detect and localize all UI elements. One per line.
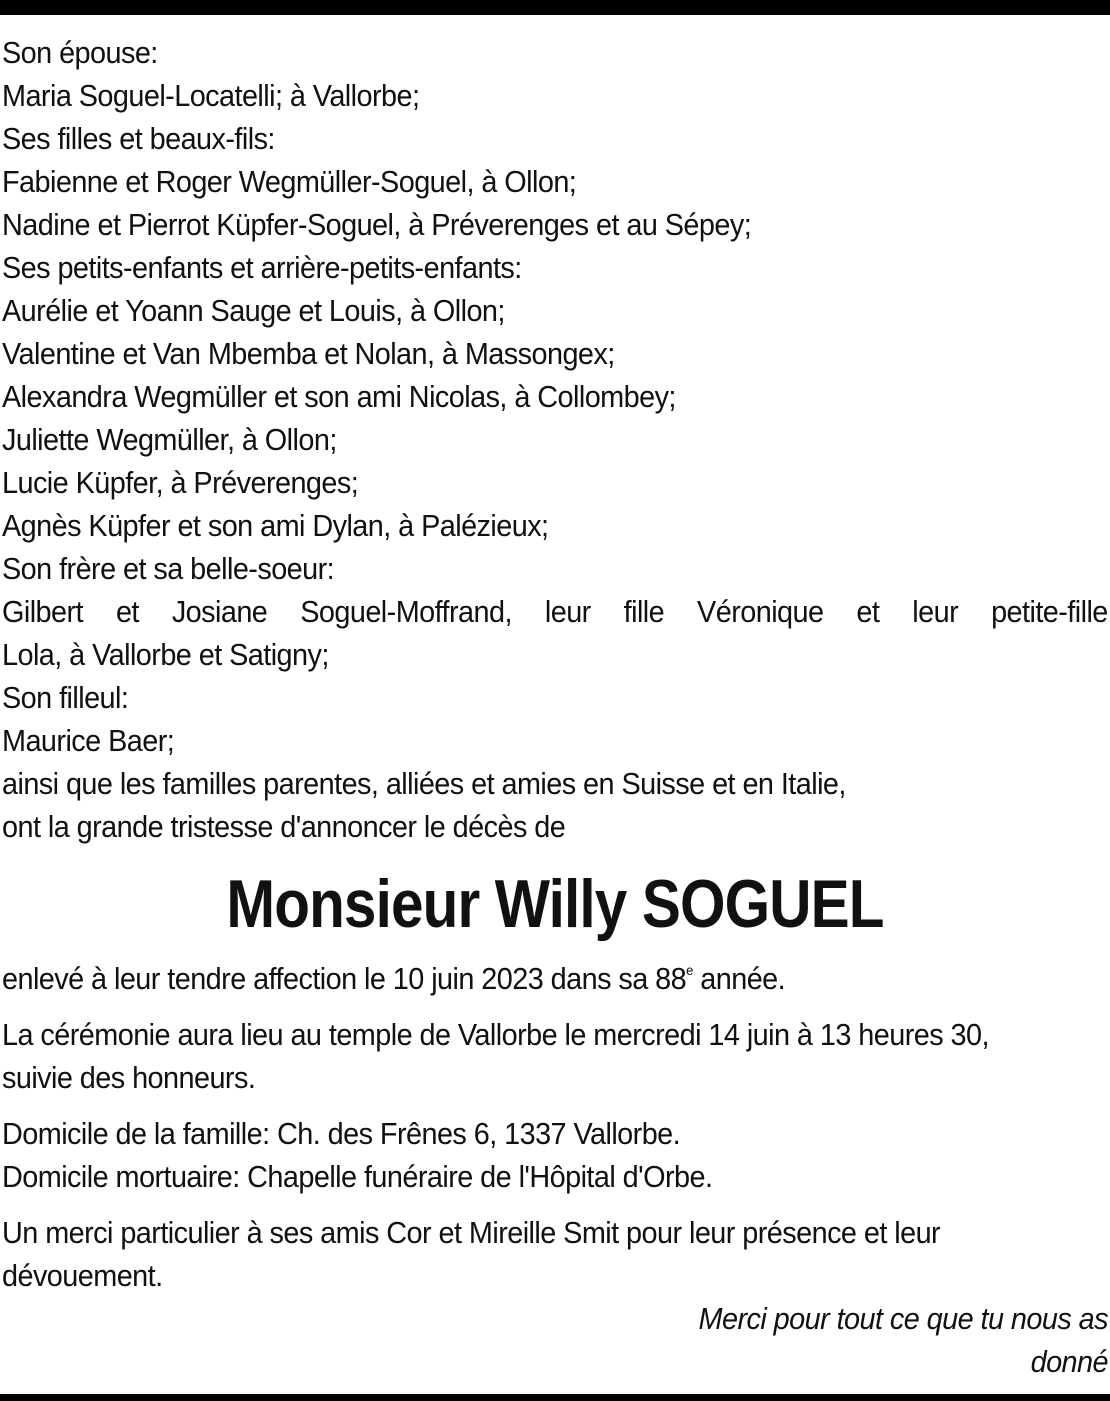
family-line: Son frère et sa belle-soeur: — [2, 551, 335, 586]
thanks-line: dévouement. — [2, 1258, 163, 1293]
death-statement-end: année. — [692, 961, 786, 996]
family-line: Maria Soguel-Locatelli; à Vallorbe; — [2, 78, 420, 113]
thanks-line: Un merci particulier à ses amis Cor et Mireille Smit pour leur présence et leur — [2, 1215, 941, 1250]
family-line: Maurice Baer; — [2, 723, 175, 758]
closing-line: donné — [1030, 1344, 1108, 1379]
death-statement-text: enlevé à leur tendre affection le 10 juin 2023 dans sa 88 — [2, 961, 687, 996]
top-border-rule — [0, 0, 1110, 15]
family-domicile: Domicile de la famille: Ch. des Frênes 6, 1337 Vallorbe. — [2, 1116, 681, 1151]
paragraph-gap — [2, 1099, 1108, 1112]
family-line: Lucie Küpfer, à Préverenges; — [2, 465, 359, 500]
ceremony-line: La cérémonie aura lieu au temple de Vallorbe le mercredi 14 juin à 13 heures 30, — [2, 1017, 989, 1052]
bottom-border-rule — [0, 1394, 1110, 1401]
family-line: ont la grande tristesse d'annoncer le décès de — [2, 809, 566, 844]
ordinal-suffix: e — [686, 962, 693, 978]
notice-details — [2, 957, 1108, 1297]
family-line: Son épouse: — [2, 35, 158, 70]
mortuary-domicile: Domicile mortuaire: Chapelle funéraire de l'Hôpital d'Orbe. — [2, 1159, 713, 1194]
paragraph-gap — [2, 1000, 1108, 1013]
family-line: Agnès Küpfer et son ami Dylan, à Palézieux; — [2, 508, 549, 543]
family-line: Aurélie et Yoann Sauge et Louis, à Ollon; — [2, 293, 505, 328]
family-line: Son filleul: — [2, 680, 129, 715]
paragraph-gap — [2, 1198, 1108, 1211]
family-line: Lola, à Vallorbe et Satigny; — [2, 637, 329, 672]
family-line: Alexandra Wegmüller et son ami Nicolas, à Collombey; — [2, 379, 676, 414]
deceased-name: Monsieur Willy SOGUEL — [226, 866, 884, 942]
family-line: Gilbert et Josiane Soguel-Moffrand, leur fille Véronique et leur petite-fille — [2, 594, 1108, 629]
family-line: Fabienne et Roger Wegmüller-Soguel, à Ollon; — [2, 164, 577, 199]
family-line: Valentine et Van Mbemba et Nolan, à Massongex; — [2, 336, 615, 371]
death-statement — [2, 957, 1108, 1000]
closing-line: Merci pour tout ce que tu nous as — [698, 1301, 1108, 1336]
family-line: Ses petits-enfants et arrière-petits-enfants: — [2, 250, 522, 285]
family-line: Ses filles et beaux-fils: — [2, 121, 275, 156]
ceremony-line: suivie des honneurs. — [2, 1060, 256, 1095]
family-line: Juliette Wegmüller, à Ollon; — [2, 422, 337, 457]
family-line: ainsi que les familles parentes, alliées et amies en Suisse et en Italie, — [2, 766, 846, 801]
closing-message — [624, 1297, 1108, 1383]
family-line: Nadine et Pierrot Küpfer-Soguel, à Préverenges et au Sépey; — [2, 207, 752, 242]
family-list — [2, 31, 1108, 848]
